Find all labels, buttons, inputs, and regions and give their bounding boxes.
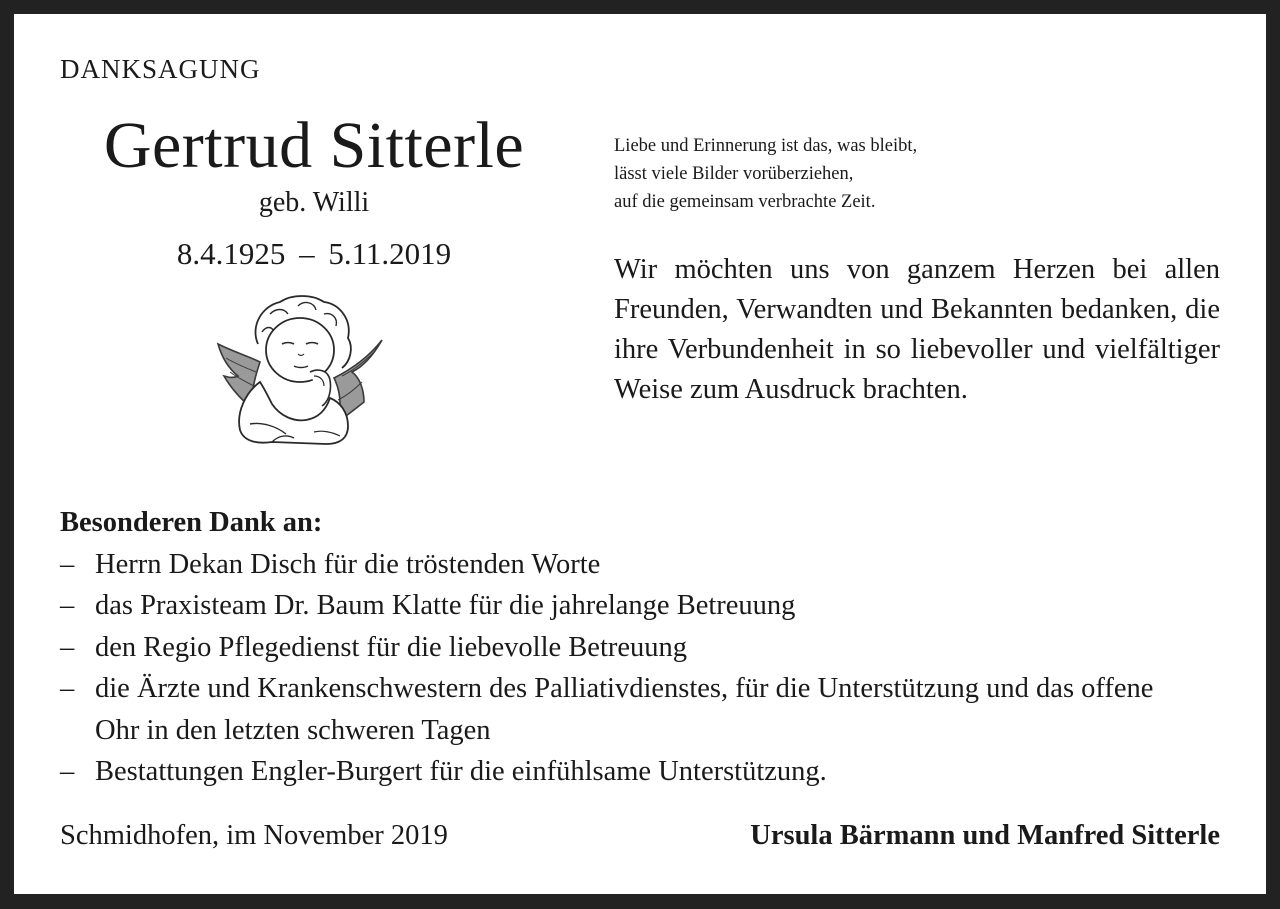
poem-line: auf die gemeinsam verbrachte Zeit. <box>614 192 876 212</box>
place-date: Schmidhofen, im November 2019 <box>60 820 448 851</box>
special-thanks <box>60 502 1240 793</box>
obituary-card <box>14 14 1266 894</box>
list-item-text: die Ärzte und Krankenschwestern des Palliativdienstes, für die Unterstützung und das offene Ohr in den letzten schweren Tagen <box>95 673 1154 746</box>
list-item-text: Herrn Dekan Disch für die tröstenden Worte <box>95 548 601 580</box>
list-item-text: Bestattungen Engler-Burgert für die einfühlsame Unterstützung. <box>95 756 827 787</box>
list-item <box>60 627 1240 669</box>
bullet-dash: – <box>60 631 75 663</box>
special-thanks-title: Besonderen Dank an: <box>60 507 323 538</box>
cherub-angel-icon <box>214 292 386 460</box>
heading: DANKSAGUNG <box>60 54 261 84</box>
list-item <box>60 544 1240 586</box>
special-thanks-list <box>60 544 1240 793</box>
thanks-text: Wir möchten uns von ganzem Herzen bei allen Freunden, Verwandten und Bekannten bedanken, die ihre Verbundenheit in so liebevoller und vielfältiger Weise zum Ausdruck brachten. <box>614 254 1220 405</box>
bullet-dash: – <box>60 590 75 621</box>
list-item <box>60 668 1175 751</box>
list-item-text: das Praxisteam Dr. Baum Klatte für die jahrelange Betreuung <box>95 590 796 621</box>
maiden-name: geb. Willi <box>258 187 370 218</box>
signatories: Ursula Bärmann und Manfred Sitterle <box>750 820 1220 851</box>
list-item <box>60 585 1240 627</box>
list-item <box>60 751 1240 793</box>
list-item-text: den Regio Pflegedienst für die liebevolle Betreuung <box>95 631 688 663</box>
bullet-dash: – <box>60 673 75 704</box>
deceased-name: Gertrud Sitterle <box>103 109 525 182</box>
poem <box>614 132 917 216</box>
poem-line: Liebe und Erinnerung ist das, was bleibt, <box>614 136 918 156</box>
deceased-block <box>44 106 584 274</box>
life-dates: 8.4.1925 – 5.11.2019 <box>176 236 452 271</box>
bullet-dash: – <box>60 548 75 580</box>
poem-line: lässt viele Bilder vorüberziehen, <box>614 164 854 184</box>
bullet-dash: – <box>60 756 75 787</box>
